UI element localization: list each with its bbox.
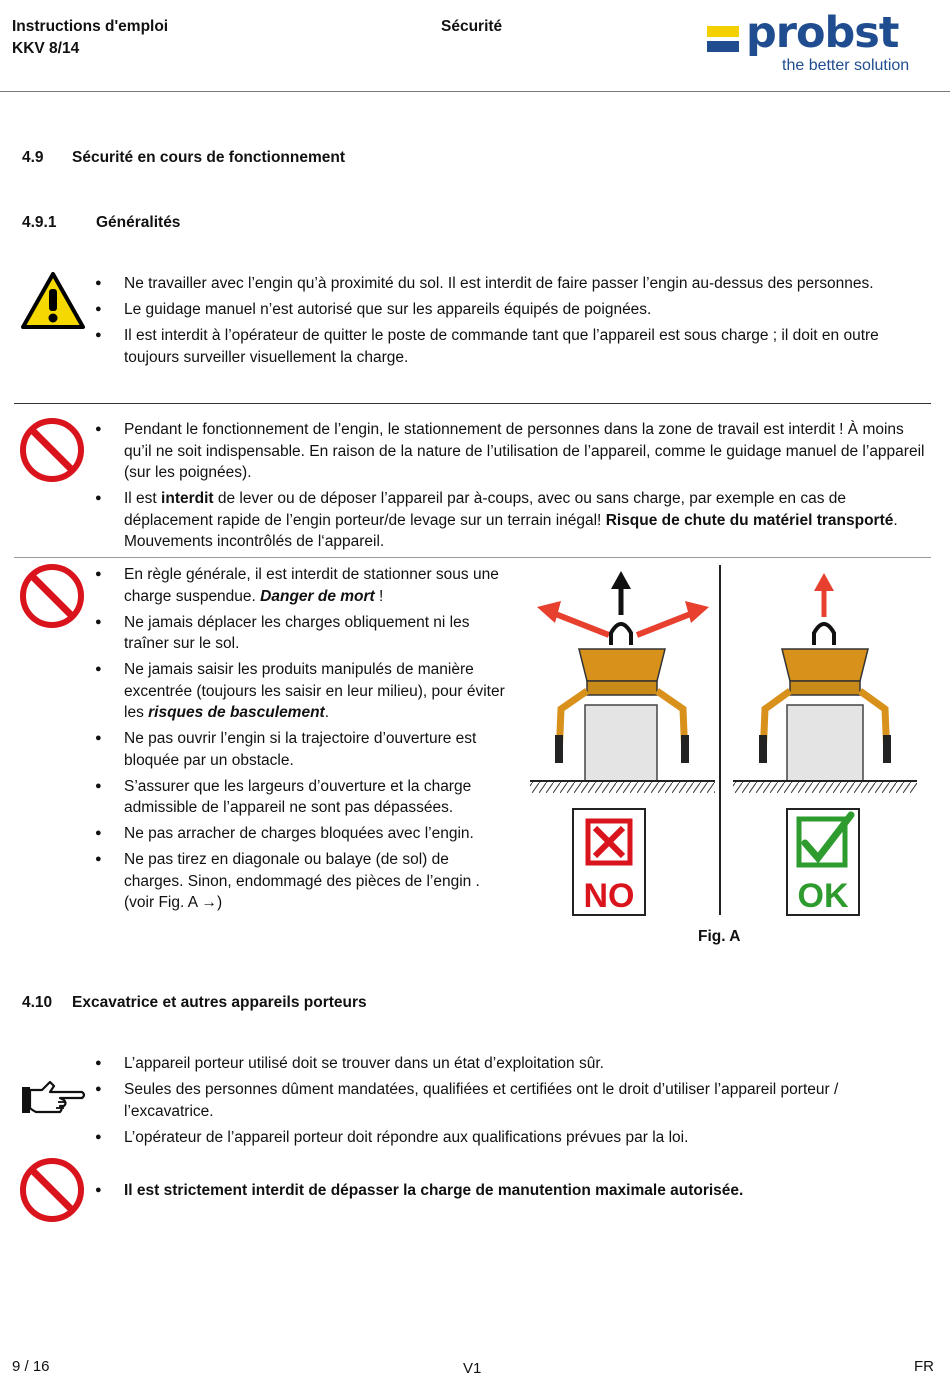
subsection-title: Généralités — [96, 214, 181, 231]
emphasis: Danger de mort — [260, 587, 375, 605]
list-item: ● L’opérateur de l’appareil porteur doit répondre aux qualifications prévues par la loi. — [95, 1127, 925, 1149]
list-item: ● Ne pas ouvrir l’engin si la trajectoire d’ouverture est bloquée par un obstacle. — [95, 728, 505, 771]
logo-name: probst — [746, 8, 899, 58]
prohibition-icon — [20, 564, 84, 633]
list-item — [95, 659, 505, 724]
figure-a — [525, 563, 925, 925]
header-section: Sécurité — [441, 18, 503, 35]
block-divider — [14, 557, 931, 558]
emphasis: interdit — [161, 490, 214, 507]
language: FR — [914, 1358, 934, 1375]
page-number: 9 / 16 — [12, 1358, 50, 1375]
operation-list — [95, 419, 925, 557]
header-model: KKV 8/14 — [12, 40, 80, 57]
list-item: ● Il est interdit à l’opérateur de quitter le poste de commande tant que l’appareil est sous charge ; il doit en outre toujours surveiller visuellement la charge. — [95, 325, 925, 368]
list-item: ● S’assurer que les largeurs d’ouverture et la charge admissible de l’appareil ne sont pas dépassées. — [95, 776, 505, 819]
section-number: 4.10 — [22, 994, 53, 1011]
list-item: ● Ne travailler avec l’engin qu’à proximité du sol. Il est interdit de faire passer l’engin au-dessus des personnes. — [95, 273, 925, 295]
list-item: ● Seules des personnes dûment mandatées, qualifiées et certifiées ont le droit d’utiliser l’appareil porteur / l’excavatrice. — [95, 1079, 925, 1122]
emphasis: Risque de chute du matériel transporté — [605, 511, 894, 529]
text: En règle générale, il est interdit de stationner sous une charge suspendue. — [124, 566, 499, 605]
section-title: Sécurité en cours de fonctionnement — [72, 149, 346, 166]
list-item — [95, 488, 925, 553]
carrier-list — [95, 1053, 925, 1153]
list-item: ● Ne pas tirez en diagonale ou balaye (de sol) de charges. Sinon, endommagé des pièces de l’engin . (voir Fig. A →) — [95, 849, 505, 914]
section-title: Excavatrice et autres appareils porteurs — [72, 994, 367, 1011]
general-list — [95, 273, 925, 373]
text: Il est — [124, 490, 162, 507]
list-item — [95, 564, 505, 607]
text: ! — [374, 587, 384, 605]
list-item: ● L’appareil porteur utilisé doit se trouver dans un état d’exploitation sûr. — [95, 1053, 925, 1075]
no-label: NO — [583, 877, 635, 915]
section-number: 4.9 — [22, 149, 44, 166]
subsection-number: 4.9.1 — [22, 214, 57, 231]
block-divider — [14, 403, 931, 404]
wrong-lift-drawing — [530, 571, 715, 915]
header-doc-type: Instructions d'emploi — [12, 18, 169, 35]
load-handling-list — [95, 564, 505, 918]
logo-tagline: the better solution — [782, 57, 910, 74]
text: de lever ou de déposer l’appareil par à-coups, avec ou sans charge, par exemple en cas de déplacement rapide de l’engin porteur/de levage sur un terrain inégal! — [124, 490, 847, 529]
figure-caption: Fig. A — [698, 928, 741, 945]
text: . — [324, 704, 330, 721]
prohibition-icon — [20, 418, 84, 487]
warning-icon — [20, 271, 86, 336]
text: . Mouvements incontrôlés de l‘appareil. — [124, 511, 898, 550]
emphasis: risques de basculement — [148, 704, 325, 721]
list-item: ● Pendant le fonctionnement de l’engin, le stationnement de personnes dans la zone de travail est interdit ! À moins qu’il ne soit indispensable. En raison de la nature de l’utilisation de l’appareil, comme le guidage manuel de l’appareil (sur les poignées). — [95, 419, 925, 484]
ok-label: OK — [797, 877, 849, 915]
list-item: ● Ne pas arracher de charges bloquées avec l’engin. — [95, 823, 505, 845]
max-load-list — [95, 1180, 925, 1206]
text: Ne jamais saisir les produits manipulés de manière excentrée (toujours les saisir en leur milieu), pour éviter les — [124, 661, 505, 721]
probst-logo — [704, 8, 934, 76]
version: V1 — [463, 1360, 482, 1377]
prohibition-icon — [20, 1158, 84, 1227]
list-item: ● Il est strictement interdit de dépasser la charge de manutention maximale autorisée. — [95, 1180, 925, 1202]
correct-lift-drawing — [733, 573, 917, 915]
list-item: ● Ne jamais déplacer les charges obliquement ni les traîner sur le sol. — [95, 612, 505, 655]
header-divider — [0, 91, 950, 92]
pointing-hand-icon — [20, 1078, 88, 1123]
list-item: ● Le guidage manuel n’est autorisé que sur les appareils équipés de poignées. — [95, 299, 925, 321]
